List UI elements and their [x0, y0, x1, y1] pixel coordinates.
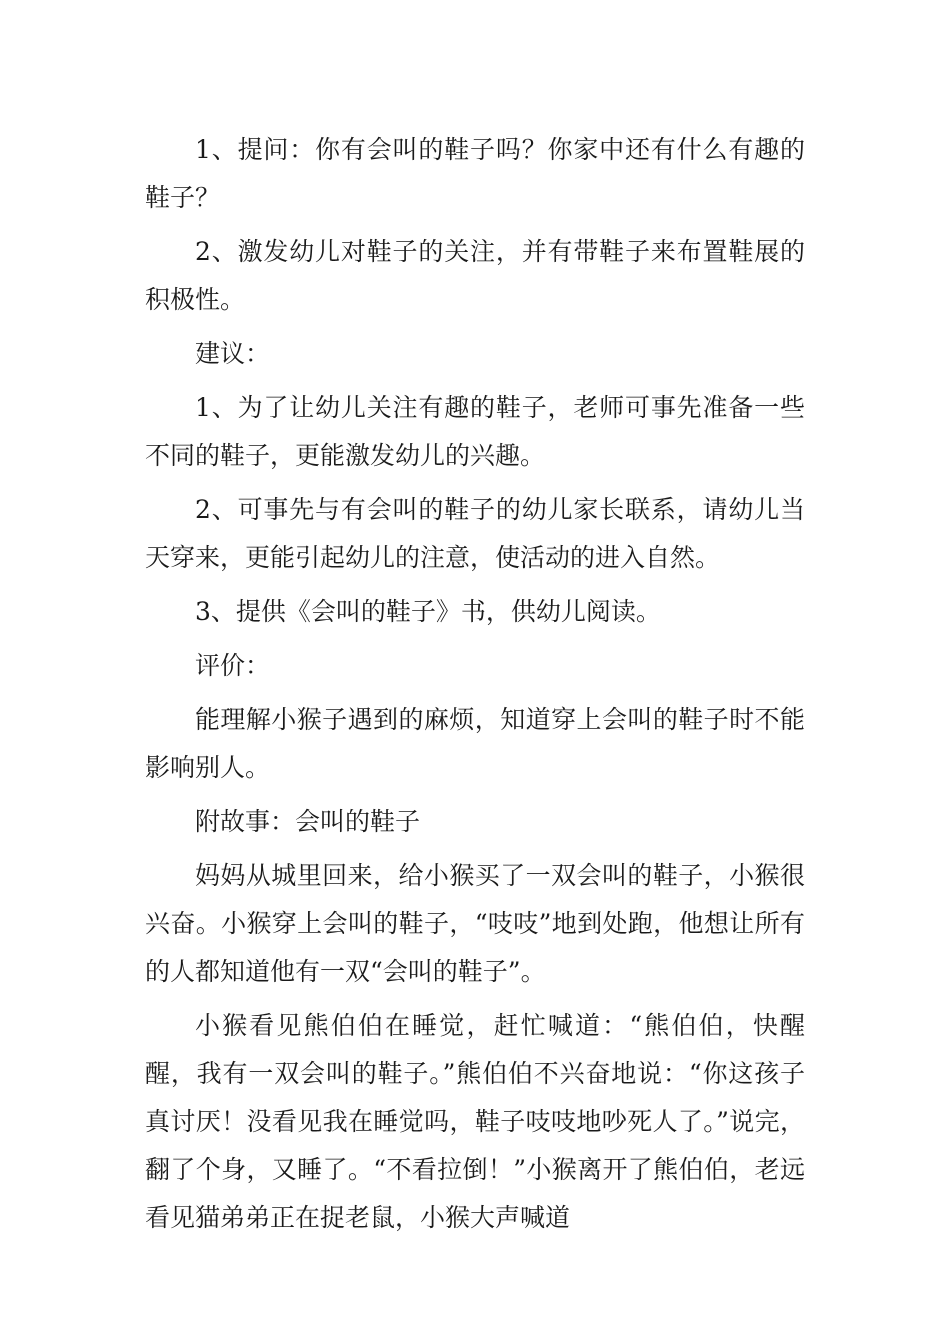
paragraph-goal: 2、激发幼儿对鞋子的关注，并有带鞋子来布置鞋展的积极性。: [145, 237, 805, 314]
paragraph-suggestion-1: 1、为了让幼儿关注有趣的鞋子，老师可事先准备一些不同的鞋子，更能激发幼儿的兴趣。: [145, 393, 805, 470]
paragraph-story-1: 妈妈从城里回来，给小猴买了一双会叫的鞋子，小猴很兴奋。小猴穿上会叫的鞋子，“吱吱”地到处跑，他想让所有的人都知道他有一双“会叫的鞋子”。: [145, 861, 805, 986]
paragraph-story-2: 小猴看见熊伯伯在睡觉，赶忙喊道：“熊伯伯，快醒醒，我有一双会叫的鞋子。”熊伯伯不兴奋地说：“你这孩子真讨厌！没看见我在睡觉吗，鞋子吱吱地吵死人了。”说完，翻了个身，又睡了。“不看拉倒！”小猴离开了熊伯伯，老远看见猫弟弟正在捉老鼠，小猴大声喊道: [145, 1011, 805, 1232]
heading-story: 附故事：会叫的鞋子: [195, 807, 421, 836]
document-body: [145, 126, 805, 1248]
paragraph-evaluation: 能理解小猴子遇到的麻烦，知道穿上会叫的鞋子时不能影响别人。: [145, 705, 805, 782]
heading-evaluation: 评价：: [195, 651, 271, 680]
paragraph-suggestion-3: 3、提供《会叫的鞋子》书，供幼儿阅读。: [195, 597, 661, 626]
paragraph-suggestion-2: 2、可事先与有会叫的鞋子的幼儿家长联系，请幼儿当天穿来，更能引起幼儿的注意，使活动的进入自然。: [145, 495, 805, 572]
heading-suggestions: 建议：: [195, 339, 271, 368]
paragraph-question: 1、提问：你有会叫的鞋子吗？你家中还有什么有趣的鞋子？: [145, 135, 805, 212]
